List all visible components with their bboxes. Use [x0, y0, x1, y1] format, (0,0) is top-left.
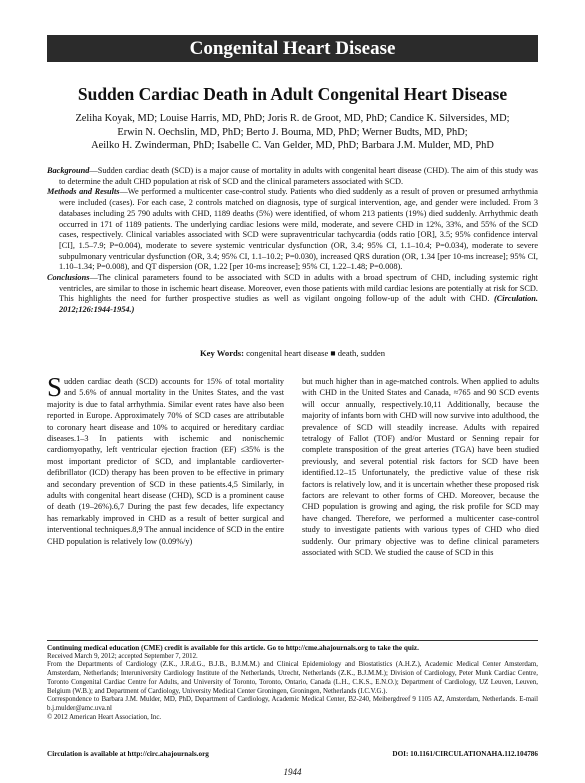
body-left-column: [47, 372, 284, 547]
background-label: Background: [47, 166, 90, 175]
drop-cap: S: [47, 372, 63, 402]
article-title: Sudden Cardiac Death in Adult Congenital Heart Disease: [77, 84, 508, 104]
correspondence-note: Correspondence to Barbara J.M. Mulder, MD, PhD, Department of Cardiology, Academic Medical Center, B2-240, Meibergdreef 9 1105 AZ, Amsterdam, Netherlands. E-mail b.j.mulder@amc.uva.nl: [47, 696, 538, 712]
body-left-text: udden cardiac death (SCD) accounts for 15% of total mortality and 5.6% of annual mortality in the Unites States, and the vast majority is due to fatal arrhythmia. Similar event rates have also been reported in Europe. Approximately 70% of SCD cases are attributable to coronary heart disease and 10% to acquired or hereditary cardiac diseases.1–3 In patients with ischemic and nonischemic cardiomyopathy, left ventricular ejection fraction (EF) ≤35% is the most important predictor of SCD, and implantable cardioverter-defibrillator (ICD) therapy has been proven to be effective in primary and secondary prevention of SCD in these patients.4,5 Similarly, in adults with congenital heart disease (CHD), SCD is a prominent cause of death (19–26%).6,7 During the past few decades, life expectancy has remarkably improved in CHD as a result of better surgical and interventional techniques.8,9 The annual incidence of SCD in the entire CHD population is relatively low (0.09%/y): [47, 377, 284, 546]
methods-text: —We performed a multicenter case-control study. Patients who died suddenly as a result of proven or presumed arrhythmia were included (cases). For each case, 2 controls matched on diagnosis, type of surgical intervention, age, and gender were included. From 3 databases including 25 790 adults with CHD, 1189 deaths (5%) were identified, of whom 213 patients (19%) died suddenly. Arrhythmic death occurred in 171 of 1189 patients. The underlying cardiac lesions were mild, moderate, and severe CHD in 12%, 33%, and 55% of the SCD cases, respectively. Clinical variables associated with SCD were supraventricular tachycardia (odds ratio [OR], 3.5; 95% confidence interval [CI], 1.5–7.9; P=0.004), moderate to severe systemic ventricular dysfunction (OR, 3.4; 95% CI, 1.1–10.4; P=0.034), moderate to severe subpulmonary ventricular dysfunction (OR, 3.4; 95% CI, 1.1–10.2; P=0.030), increased QRS duration (OR, 1.34 [per 10-ms increase]; 95% CI, 1.10–1.34; P=0.008), and QT dispersion (OR, 1.22 [per 10-ms increase]; 95% CI, 1.22–1.48; P=0.008).: [59, 187, 538, 272]
body-right-text: but much higher than in age-matched controls. When applied to adults with CHD in the United States and Canada, ≈765 and 90 SCD events will occur annually, respectively.10,11 Additionally, because the majority of infants born with CHD will now survive into adulthood, the prevalence of SCD will steadily increase. Adults with repaired tetralogy of Fallot (TOF) and/or Mustard or Senning repair for complete transposition of the great arteries (TGA) have been studied previously, and several potential risk factors for SCD have been identified.12–15 Unfortunately, the predictive value of these risk factors is relatively low, and it is uncertain whether these proposed risk factors are relevant to other forms of CHD. Moreover, because the CHD population is growing and aging, the risk profile for SCD may have changed. Therefore, we performed a multicenter case-control study to investigate patients with various types of CHD who died suddenly. Our primary objective was to define clinical parameters associated with SCD. We studied the cause of SCD in this: [302, 377, 539, 558]
keywords-label: Key Words:: [200, 348, 245, 358]
abstract: [47, 166, 538, 316]
section-banner: Congenital Heart Disease: [47, 35, 538, 62]
conclusions-label: Conclusions: [47, 273, 90, 283]
cme-note: Continuing medical education (CME) credit is available for this article. Go to http://cme.ahajournals.org to take the quiz.: [47, 644, 419, 652]
methods-label: Methods and Results: [47, 187, 120, 197]
footnotes: [47, 644, 538, 722]
author-line: Erwin N. Oechslin, MD, PhD; Berto J. Bouma, MD, PhD; Werner Budts, MD, PhD;: [117, 126, 468, 138]
keywords-text: congenital heart disease ■ death, sudden: [246, 348, 385, 358]
citation: (Circulation. 2012;126:1944-1954.): [59, 294, 538, 315]
footnote-divider: [47, 640, 538, 641]
keywords: [47, 348, 538, 358]
author-line: Aeilko H. Zwinderman, PhD; Isabelle C. Van Gelder, MD, PhD; Barbara J.M. Mulder, MD, PhD: [91, 140, 494, 152]
abstract-background: [47, 166, 538, 187]
body-right-column: [302, 376, 539, 559]
copyright-note: © 2012 American Heart Association, Inc.: [47, 713, 162, 721]
doi: DOI: 10.1161/CIRCULATIONAHA.112.104786: [392, 750, 538, 758]
affiliations-note: From the Departments of Cardiology (Z.K., J.R.d.G., B.J.B., B.J.M.M.) and Clinical Epidemiology and Biostatistics (A.H.Z.), Academic Medical Center Amsterdam, Amsterdam, Netherlands; Interuniversity Cardiology Institute of the Netherlands, Utrecht, Netherlands (Z.K., B.J.M.M.); Division of Cardiology, Peter Munk Cardiac Centre, Toronto Congenital Cardiac Centre for Adults, and University of Toronto, Toronto, Ontario, Canada (L.H., C.K.S., E.N.O.); Department of Cardiology, UZ Leuven, Leuven, Belgium (W.B.); and Department of Cardiology, University Medical Center Groningen, Groningen, Netherlands (I.C.V.G.).: [47, 661, 538, 695]
page-number: 1944: [283, 767, 302, 777]
abstract-conclusions: [47, 273, 538, 316]
author-list: [40, 112, 545, 153]
conclusions-text: —The clinical parameters found to be associated with SCD in adults with a broad spectrum of CHD, including systemic right ventricles, are similar to those in ischemic heart disease. Moreover, even those patients with mild cardiac lesions are potentially at risk for SCD. This highlights the need for further prospective studies as well as vigilant ongoing follow-up of the adult with CHD.: [59, 273, 538, 304]
received-note: Received March 9, 2012; accepted September 7, 2012.: [47, 652, 198, 660]
abstract-methods: [47, 187, 538, 273]
author-line: Zeliha Koyak, MD; Louise Harris, MD, PhD; Joris R. de Groot, MD, PhD; Candice K. Silversides, MD;: [75, 113, 510, 124]
journal-availability: Circulation is available at http://circ.ahajournals.org: [47, 750, 209, 758]
background-text: —Sudden cardiac death (SCD) is a major cause of mortality in adults with congenital heart disease (CHD). The aim of this study was to determine the adult CHD population at risk of SCD and the clinical parameters associated with SCD.: [59, 166, 538, 186]
